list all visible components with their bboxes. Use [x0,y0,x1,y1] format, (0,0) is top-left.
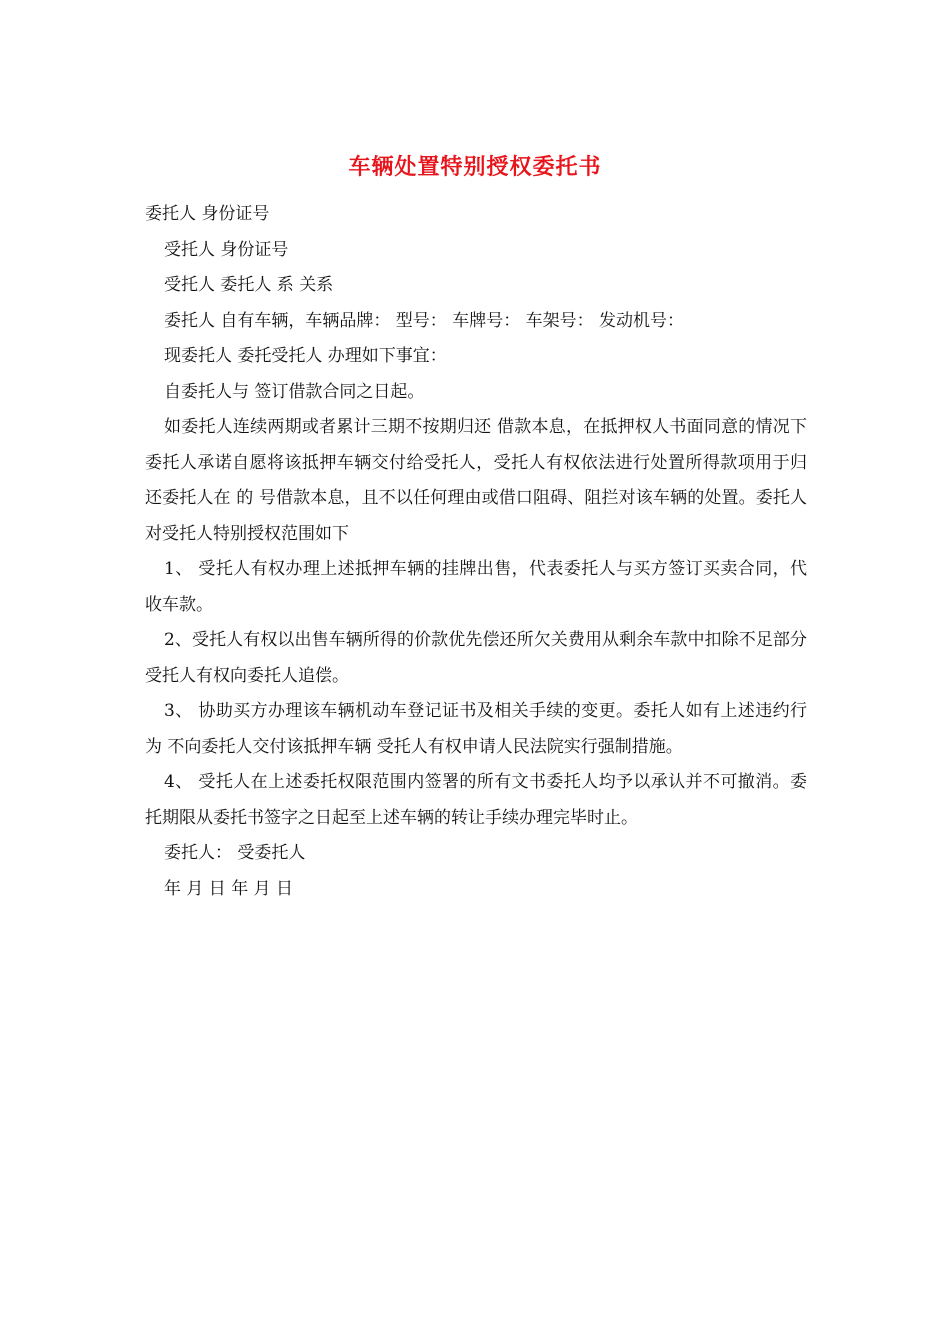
paragraph-agent: 受托人 身份证号 [164,239,289,260]
paragraph-entrustment: 现委托人 委托受托人 办理如下事宜： [164,346,447,366]
paragraph-item-2: 2、受托人有权以出售车辆所得的价款优先偿还所欠关费用从剩余车款中扣除不足部分受托人有权向委托人追偿。 [145,630,807,686]
paragraph-principal: 委托人 身份证号 [145,204,270,224]
paragraph-item-1: 1、 受托人有权办理上述抵押车辆的挂牌出售，代表委托人与买方签订买卖合同，代收车款。 [145,559,807,615]
document-title: 车辆处置特别授权委托书 [348,154,602,180]
document-body [145,197,807,907]
paragraph-item-4: 4、 受托人在上述委托权限范围内签署的所有文书委托人均予以承认并不可撤消。委托期限从委托书签字之日起至上述车辆的转让手续办理完毕时止。 [145,772,807,828]
paragraph-relationship: 受托人 委托人 系 关系 [164,275,334,295]
paragraph-signatures: 委托人： 受委托人 [164,843,306,863]
paragraph-dates: 年 月 日 年 月 日 [164,878,294,899]
paragraph-default-clause: 如委托人连续两期或者累计三期不按期归还 借款本息，在抵押权人书面同意的情况下委托人承诺自愿将该抵押车辆交付给受托人，受托人有权依法进行处置所得款项用于归还委托人在 的 号借款本息，且不以任何理由或借口阻碍、阻拦对该车辆的处置。委托人对受托人特别授权范围如下 [145,417,807,544]
paragraph-item-3: 3、 协助买方办理该车辆机动车登记证书及相关手续的变更。委托人如有上述违约行为 不向委托人交付该抵押车辆 受托人有权申请人民法院实行强制措施。 [145,701,807,757]
paragraph-vehicle-info: 委托人 自有车辆，车辆品牌： 型号： 车牌号： 车架号： 发动机号： [164,310,685,331]
paragraph-loan-date: 自委托人与 签订借款合同之日起。 [164,381,425,402]
